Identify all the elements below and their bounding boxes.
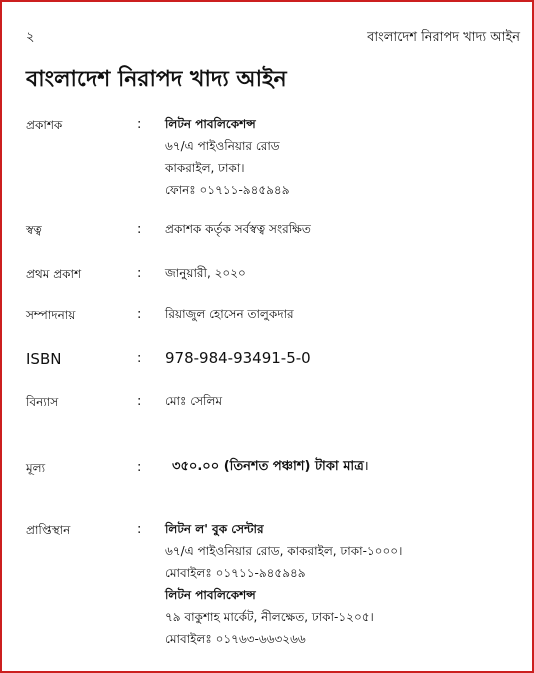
availability-colon: :	[137, 522, 142, 537]
first-edition-text: জানুয়ারী, ২০২০	[165, 266, 246, 280]
price-label: মূল্য	[26, 461, 46, 475]
copyright-label: স্বত্ব	[26, 223, 42, 237]
publisher-label: প্রকাশক	[26, 118, 63, 132]
store1-name: লিটন ল' বুক সেন্টার	[165, 522, 264, 536]
layout-designer-value	[165, 390, 222, 412]
layout-designer-label: বিন্যাস	[26, 395, 59, 409]
price-suffix: ।	[363, 459, 369, 474]
copyright-value	[165, 218, 311, 240]
first-edition-value	[165, 262, 246, 284]
price-text: ৩৫০.০০ (তিনশত পঞ্চাশ) টাকা মাত্র	[172, 459, 364, 474]
editor-text: রিয়াজুল হোসেন তালুকদার	[165, 307, 294, 321]
store2-address: ৭৯ বাকুশাহ মার্কেট, নীলক্ষেত, ঢাকা-১২০৫।	[165, 610, 374, 624]
copyright-text: প্রকাশক কর্তৃক সর্বস্বত্ব সংরক্ষিত	[165, 222, 311, 236]
editor-value	[165, 303, 294, 325]
store1-address: ৬৭/এ পাইওনিয়ার রোড, কাকরাইল, ঢাকা-১০০০।	[165, 544, 403, 558]
page-number: ২	[26, 30, 35, 45]
price-colon: :	[137, 460, 142, 475]
book-title: বাংলাদেশ নিরাপদ খাদ্য আইন	[26, 67, 287, 92]
isbn-value	[165, 347, 311, 369]
copyright-colon: :	[137, 222, 142, 237]
store1-phone: মোবাইলঃ ০১৭১১-৯৪৫৯৪৯	[165, 566, 306, 580]
availability-details	[165, 518, 402, 650]
publisher-phone: ফোনঃ ০১৭১১-৯৪৫৯৪৯	[165, 183, 290, 197]
store2-phone: মোবাইলঃ ০১৭৬৩-৬৬৩২৬৬	[165, 632, 306, 646]
layout-designer-colon: :	[137, 394, 142, 409]
store2-name: লিটন পাবলিকেশন্স	[165, 588, 256, 602]
availability-label: প্রাপ্তিস্থান	[26, 523, 71, 537]
isbn-text: 978-984-93491-5-0	[165, 349, 311, 367]
publisher-colon: :	[137, 117, 142, 132]
publisher-address: ৬৭/এ পাইওনিয়ার রোড	[165, 139, 280, 153]
isbn-colon: :	[137, 351, 142, 366]
editor-label: সম্পাদনায়	[26, 308, 76, 322]
layout-designer-text: মোঃ সেলিম	[165, 394, 223, 408]
publisher-city: কাকরাইল, ঢাকা।	[165, 161, 245, 175]
publisher-name: লিটন পাবলিকেশন্স	[165, 117, 256, 131]
price-value	[172, 456, 369, 478]
running-header-title: বাংলাদেশ নিরাপদ খাদ্য আইন	[367, 30, 520, 45]
isbn-label: ISBN	[26, 350, 62, 368]
editor-colon: :	[137, 307, 142, 322]
publisher-details	[165, 113, 290, 201]
first-edition-colon: :	[137, 266, 142, 281]
first-edition-label: প্রথম প্রকাশ	[26, 267, 82, 281]
